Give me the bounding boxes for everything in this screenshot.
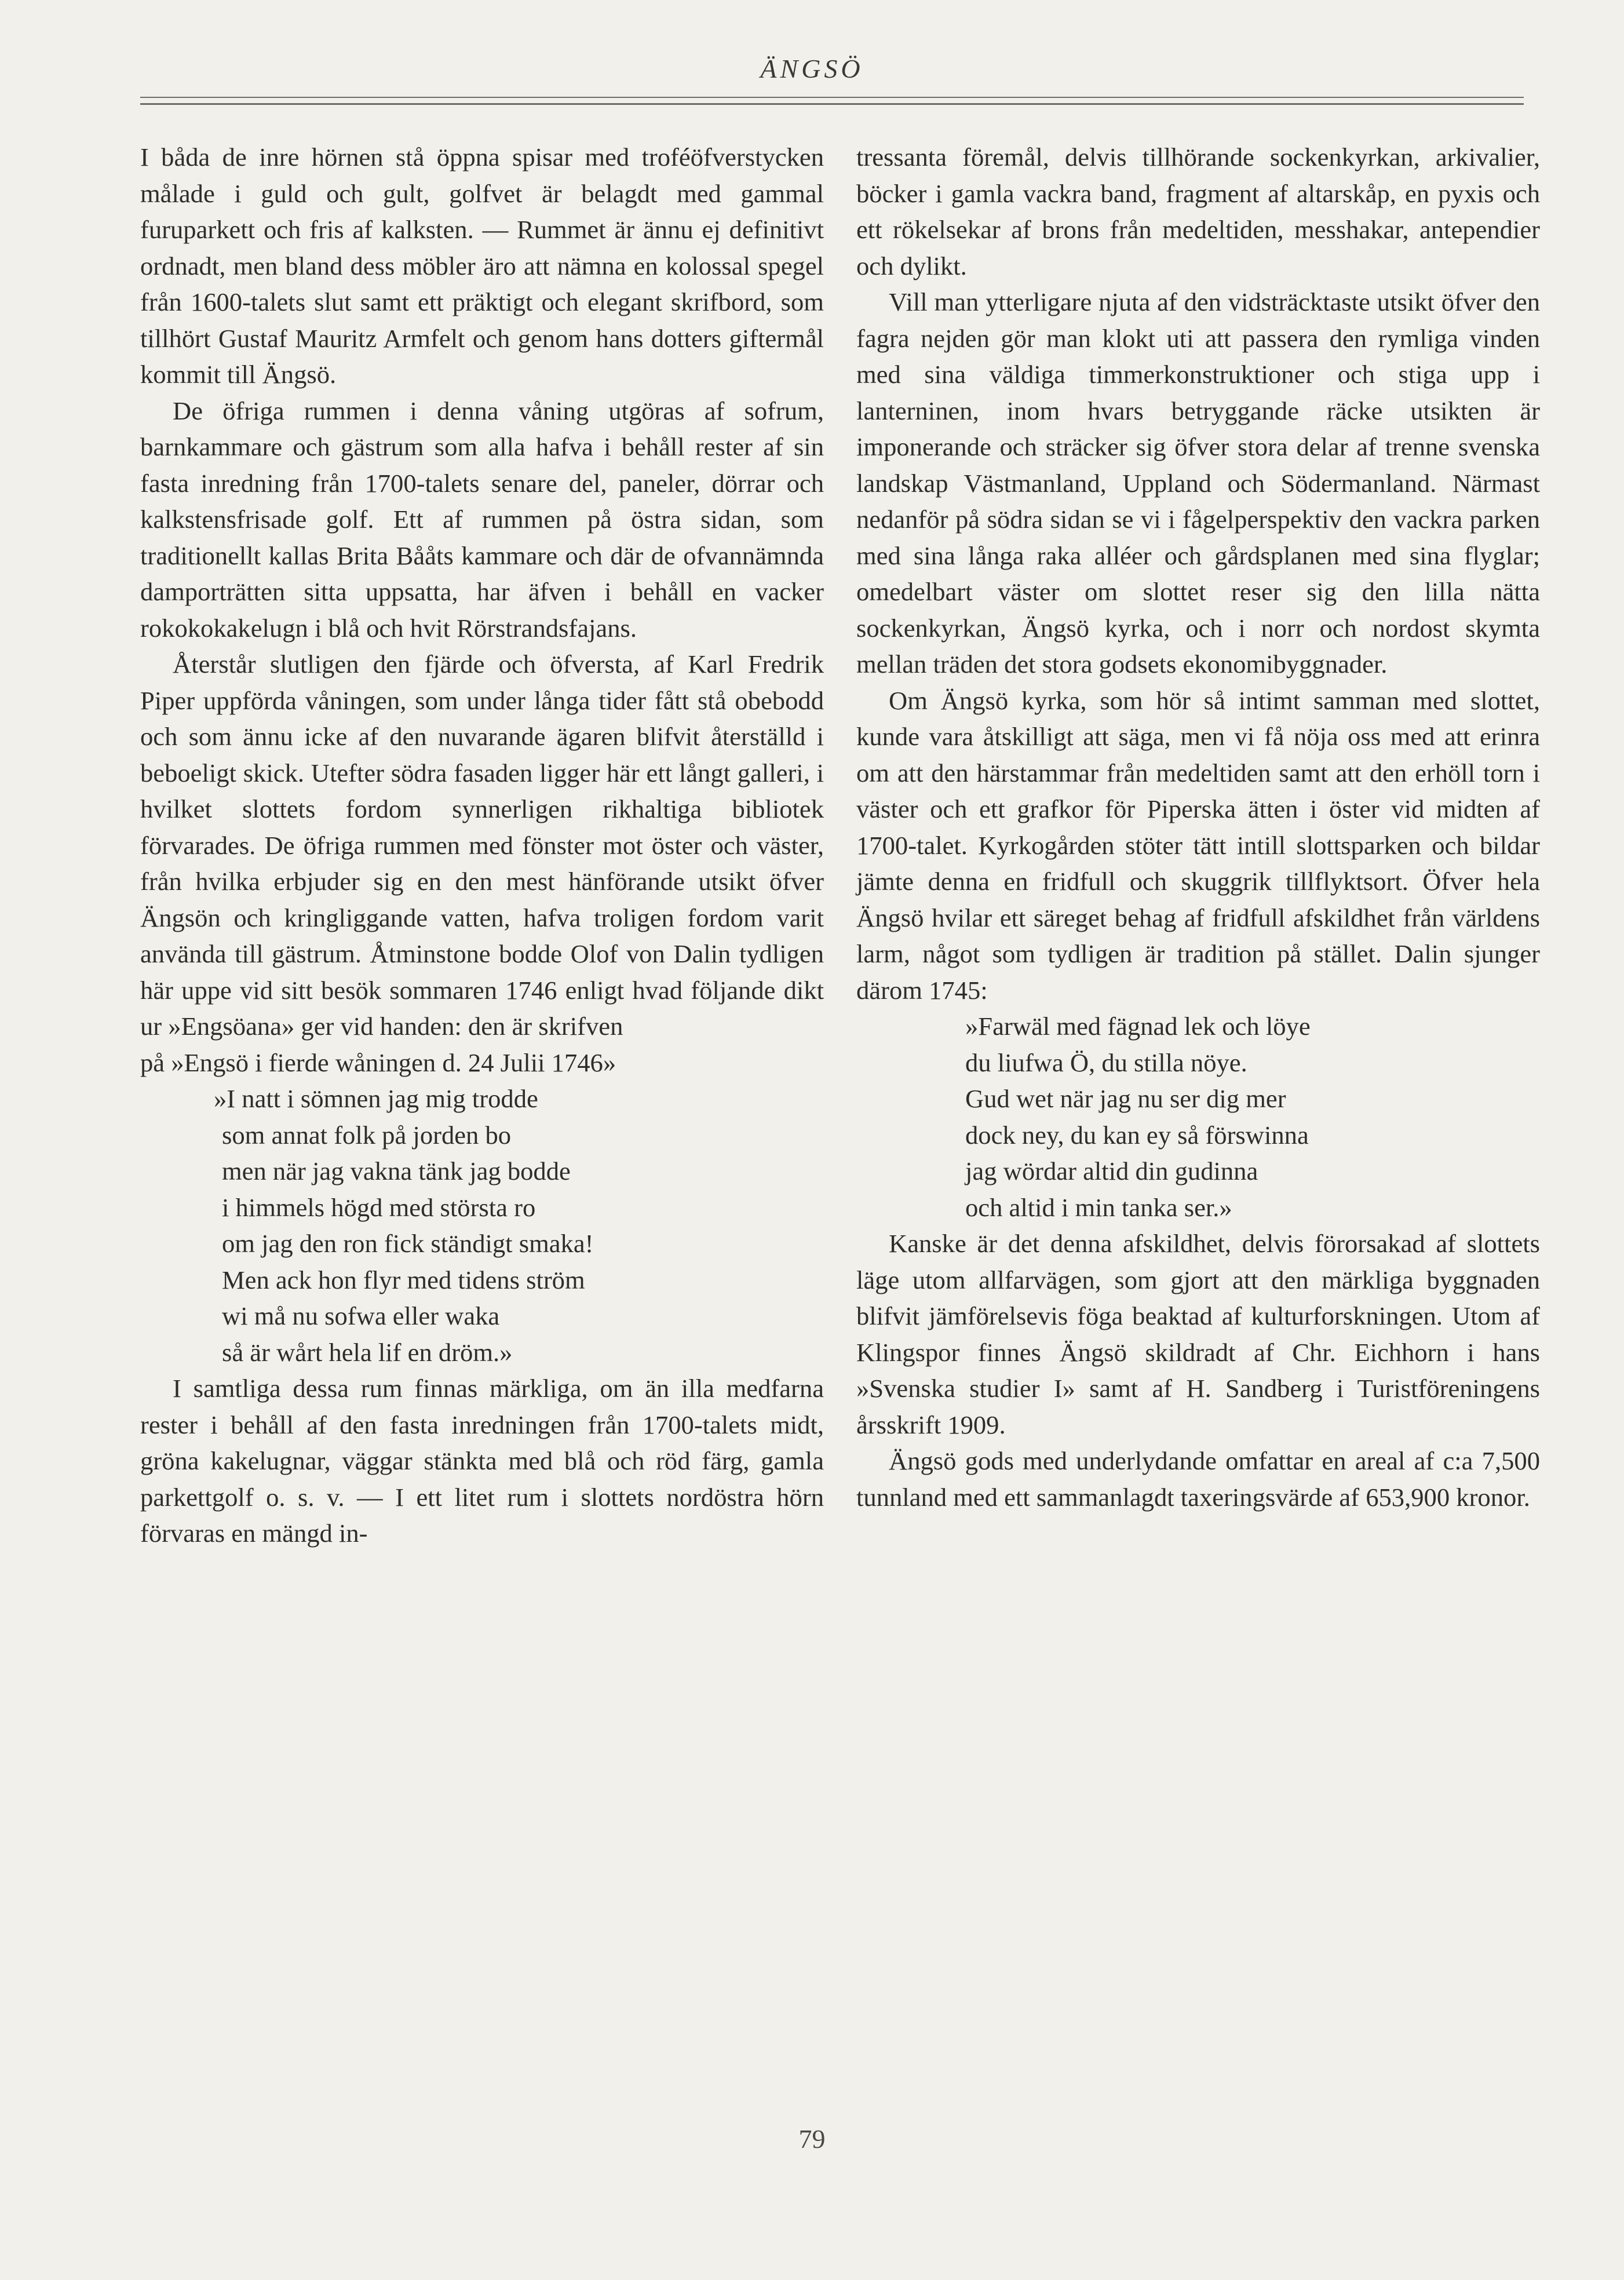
verse-line: men när jag vakna tänk jag bodde [222, 1157, 571, 1185]
verse-line: som annat folk på jorden bo [222, 1120, 512, 1150]
paragraph: tressanta föremål, delvis tillhörande sockenkyrkan, arkivalier, böcker i gamla vackra band, fragment af altarskåp, en pyxis och ett rökelsekar af brons från medeltiden, messhakar, antependier och dylikt. [856, 143, 1540, 280]
paragraph: Ängsö gods med underlydande omfattar en areal af c:a 7,500 tunnland med ett sammanlagdt taxeringsvärde af 653,900 kronor. [856, 1446, 1540, 1512]
verse-line: dock ney, du kan ey så förswinna [965, 1120, 1309, 1150]
header-rule-thin [140, 97, 1524, 98]
verse-line: »Farwäl med fägnad lek och löye [965, 1012, 1311, 1041]
verse-line: du liufwa Ö, du stilla nöye. [965, 1048, 1247, 1077]
verse-line: så är wårt hela lif en dröm.» [222, 1337, 513, 1367]
verse-line: och altid i min tanka ser.» [965, 1192, 1232, 1222]
paragraph: Om Ängsö kyrka, som hör så intimt samman med slottet, kunde vara åtskilligt att säga, men vi få nöja oss med att erinra om att den härstammar från medeltiden samt att den erhöll torn i väster och ett grafkor för Piperska ätten i öster vid midten af 1700-talet. Kyrkogården stöter tätt intill slottsparken och bildar jämte denna en fridfull och skuggrik tillflyktsort. Öfver hela Ängsö hvilar ett säreget behag af fridfull afskildhet från världens larm, något som tydligen är tradition på stället. Dalin sjunger därom 1745: [856, 685, 1540, 1005]
verse-line: jag wördar altid din gudinna [965, 1157, 1258, 1185]
verse-line: Gud wet när jag nu ser dig mer [965, 1084, 1286, 1113]
paragraph: Vill man ytterligare njuta af den vidsträcktaste utsikt öfver den fagra nejden gör man klokt uti att passera den rymliga vinden med sina väldiga timmerkonstruktioner och stiga upp i lanterninen, inom hvars betryggande räcke utsikten är imponerande och sträcker sig öfver stora delar af trenne svenska landskap Västmanland, Uppland och Södermanland. Närmast nedanför på södra sidan se vi i fågelperspektiv den vackra parken med sina långa raka alléer och gårdsplanen med sina flyglar; omedelbart väster om slottet reser sig den lilla nätta sockenkyrkan, Ängsö kyrka, och i norr och nordost skymta mellan träden det stora godsets ekonomibyggnader. [856, 287, 1540, 678]
paragraph: Kanske är det denna afskildhet, delvis förorsakad af slottets läge utom allfarvägen, som gjort att den märkliga byggnaden blifvit jämförelsevis föga beaktad af kulturforskningen. Utom af Klingspor finnes Ängsö skildradt af Chr. Eichhorn i hans »Svenska studier I» samt af H. Sandberg i Turistföreningens årsskrift 1909. [856, 1229, 1540, 1439]
left-column [140, 139, 824, 1552]
verse-line: om jag den ron fick ständigt smaka! [222, 1229, 594, 1258]
paragraph: Återstår slutligen den fjärde och öfversta, af Karl Fredrik Piper uppförda våningen, som under långa tider fått stå obebodd och som ännu icke af den nuvarande ägaren blifvit återställd i beboeligt skick. Utefter södra fasaden ligger här ett långt galleri, i hvilket slottets fordom synnerligen rikhaltiga bibliotek förvarades. De öfriga rummen med fönster mot öster och väster, från hvilka erbjuder sig en den mest hänförande utsikt öfver Ängsön och kringliggande vatten, hafva troligen fordom varit använda till gästrum. Åtminstone bodde Olof von Dalin tydligen här uppe vid sitt besök sommaren 1746 enligt hvad följande dikt ur »Engsöana» ger vid handen: den är skrifven [140, 650, 824, 1041]
page-number: 79 [798, 2124, 826, 2154]
verse-line: i himmels högd med största ro [222, 1192, 536, 1222]
right-column [856, 139, 1540, 1515]
running-title: ÄNGSÖ [760, 54, 864, 83]
paragraph: I samtliga dessa rum finnas märkliga, om än illa medfarna rester i behåll af den fasta inredningen från 1700-talets midt, gröna kakelugnar, väggar stänkta med blå och röd färg, gamla parkettgolf o. s. v. — I ett litet rum i slottets nordöstra hörn förvaras en mängd in- [140, 1374, 824, 1548]
verse-line: wi må nu sofwa eller waka [222, 1301, 500, 1330]
header-rule-thick [140, 103, 1524, 105]
verse-line: »I natt i sömnen jag mig trodde [214, 1084, 538, 1113]
paragraph: De öfriga rummen i denna våning utgöras af sofrum, barnkammare och gästrum som alla hafva i behåll rester af sin fasta inredning från 1700-talets senare del, paneler, dörrar och kalkstensfrisade golf. Ett af rummen på östra sidan, som traditionellt kallas Brita Bååts kammare och där de ofvannämnda damporträtten sitta uppsatta, har äfven i behåll en vacker rokokokakelugn i blå och hvit Rörstrandsfajans. [140, 396, 824, 643]
dalin-poem-1746 [140, 1081, 824, 1370]
paragraph: I båda de inre hörnen stå öppna spisar med troféöfverstycken målade i guld och gult, golfvet är belagdt med gammal furuparkett och fris af kalksten. — Rummet är ännu ej definitivt ordnadt, men bland dess möbler äro att nämna en kolossal spegel från 1600-talets slut samt ett präktigt och elegant skrifbord, som tillhört Gustaf Mauritz Armfelt och genom hans dotters giftermål kommit till Ängsö. [140, 143, 824, 389]
dalin-poem-1745 [856, 1008, 1540, 1225]
poem-dateline: på »Engsö i fierde wåningen d. 24 Julii 1746» [140, 1048, 616, 1077]
verse-line: Men ack hon flyr med tidens ström [222, 1265, 585, 1294]
